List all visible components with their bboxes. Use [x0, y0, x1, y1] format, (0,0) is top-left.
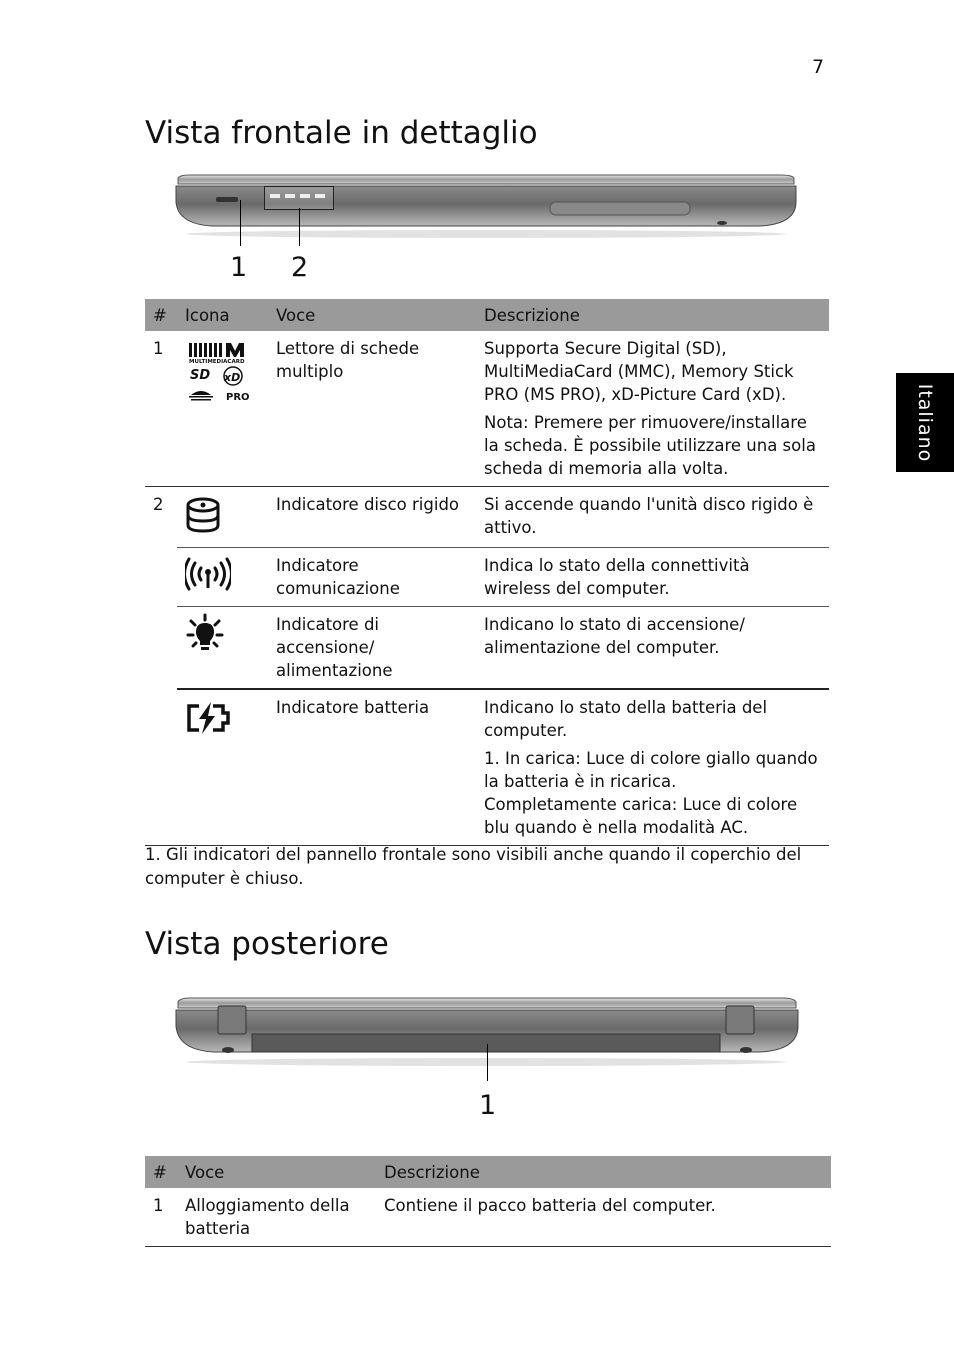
row-item: Indicatore di accensione/ alimentazione	[268, 607, 476, 690]
col-header-desc: Descrizione	[376, 1156, 831, 1188]
page-number: 7	[812, 56, 825, 78]
svg-text:xD: xD	[224, 371, 241, 384]
table-row	[145, 548, 829, 607]
row-note	[484, 411, 821, 480]
row-desc-text: Supporta Secure Digital (SD), MultiMediaCard (MMC), Memory Stick PRO (MS PRO), xD-Picture Card (xD).	[484, 339, 794, 404]
front-view-table	[145, 299, 829, 846]
battery-status-notes	[484, 747, 821, 839]
table-row	[145, 607, 829, 690]
callout-1: 1	[230, 252, 248, 283]
row-item: Indicatore disco rigido	[276, 495, 460, 514]
col-header-item: Voce	[177, 1156, 376, 1188]
col-header-desc: Descrizione	[476, 299, 829, 331]
col-header-icon: Icona	[177, 299, 268, 331]
callout-line-2	[299, 208, 300, 246]
row-description: Contiene il pacco batteria del computer.	[384, 1196, 716, 1215]
row-number-empty	[145, 607, 177, 690]
led-power	[300, 194, 310, 198]
card-reader-logos-icon	[177, 331, 268, 487]
charging-label: 1. In carica:	[484, 749, 581, 768]
row-description	[476, 689, 829, 846]
front-view-title: Vista frontale in dettaglio	[145, 115, 538, 151]
wireless-icon	[177, 548, 268, 607]
table-header-row	[145, 299, 829, 331]
col-header-num: #	[145, 1156, 177, 1188]
footnote: 1. Gli indicatori del pannello frontale sono visibili anche quando il coperchio del computer è chiuso.	[145, 845, 802, 888]
row-desc-text: Indicano lo stato della batteria del computer.	[484, 698, 768, 740]
charging-text: Luce di colore giallo quando la batteria è in ricarica.	[484, 749, 818, 791]
battery-icon	[177, 689, 268, 846]
table-row	[145, 1188, 831, 1247]
full-charge-label: Completamente carica:	[484, 795, 678, 814]
language-tab-label: Italiano	[914, 383, 936, 462]
row-item: Indicatore batteria	[268, 689, 476, 846]
rear-view-title: Vista posteriore	[145, 926, 389, 962]
indicator-leds-group	[264, 186, 334, 210]
led-hdd	[270, 194, 280, 198]
svg-text:PRO: PRO	[226, 392, 250, 403]
row-number-empty	[145, 548, 177, 607]
row-description: Indicano lo stato di accensione/ alimentazione del computer.	[476, 607, 829, 690]
led-wireless	[285, 194, 295, 198]
rear-callout-1: 1	[479, 1090, 497, 1121]
callout-line-1	[240, 200, 241, 246]
note-label: Nota:	[484, 413, 529, 432]
row-item: Alloggiamento della batteria	[185, 1196, 350, 1238]
hdd-icon	[177, 487, 268, 548]
row-item: Lettore di schede multiplo	[276, 339, 420, 381]
col-header-item: Voce	[268, 299, 476, 331]
row-item: Indicatore comunicazione	[268, 548, 476, 607]
row-number-empty	[145, 689, 177, 846]
rear-view-table	[145, 1156, 831, 1247]
table-row	[145, 331, 829, 487]
led-battery	[315, 194, 325, 198]
col-header-num: #	[145, 299, 177, 331]
row-number: 2	[153, 495, 164, 514]
laptop-rear-illustration	[170, 994, 802, 1070]
row-description	[476, 331, 829, 487]
table-row	[145, 689, 829, 846]
power-icon	[177, 607, 268, 690]
note-text: Premere per rimuovere/installare la scheda. È possibile utilizzare una sola scheda di memoria alla volta.	[484, 413, 816, 478]
language-tab	[896, 373, 954, 472]
table-header-row	[145, 1156, 831, 1188]
row-description: Indica lo stato della connettività wireless del computer.	[484, 556, 750, 598]
row-description: Si accende quando l'unità disco rigido è attivo.	[476, 487, 829, 548]
svg-text:SD: SD	[190, 368, 211, 383]
row-number: 1	[153, 339, 164, 358]
table-row	[145, 487, 829, 548]
full-charge-text: Luce di colore blu quando è nella modalità AC.	[484, 795, 798, 837]
row-number: 1	[153, 1196, 164, 1215]
svg-text:MULTIMEDIACARD: MULTIMEDIACARD	[189, 359, 245, 365]
callout-2: 2	[291, 252, 309, 283]
rear-callout-line-1	[487, 1044, 488, 1081]
